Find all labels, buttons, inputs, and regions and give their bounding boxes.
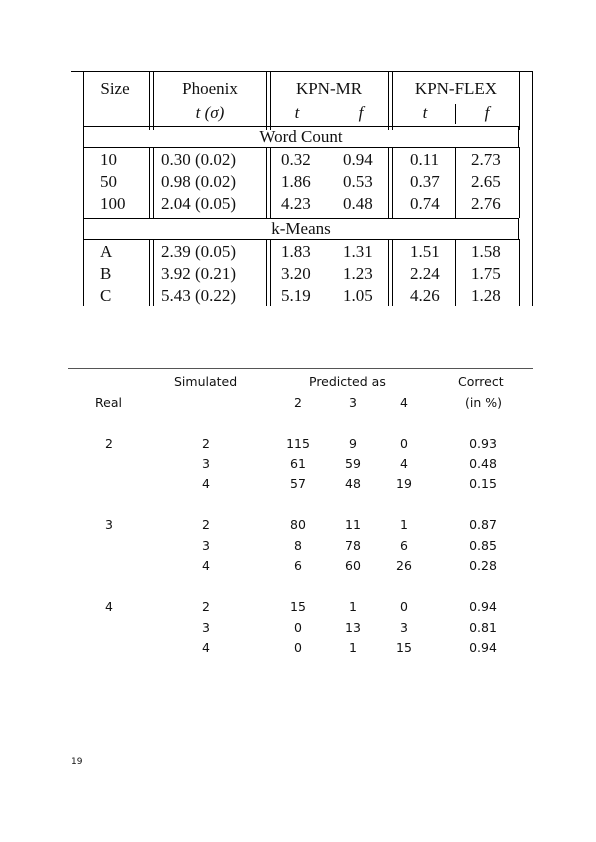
header-kpn-mr-f: f bbox=[358, 103, 364, 122]
sim: 3 bbox=[202, 538, 210, 553]
table-row-size: A bbox=[100, 242, 113, 261]
sim: 2 bbox=[202, 599, 210, 614]
real-label: 2 bbox=[105, 436, 113, 451]
pred-3: 48 bbox=[345, 476, 361, 491]
table-row-mr-t: 1.83 bbox=[281, 242, 311, 261]
sim: 3 bbox=[202, 620, 210, 635]
table-row-mr-f: 0.94 bbox=[343, 150, 373, 169]
header-correct: Correct bbox=[458, 374, 504, 389]
header-real: Real bbox=[95, 395, 122, 410]
table-row-mr-f: 0.53 bbox=[343, 172, 373, 191]
correct: 0.28 bbox=[469, 558, 497, 573]
pred-2: 0 bbox=[294, 640, 302, 655]
pred-2: 57 bbox=[290, 476, 306, 491]
table-row-mr-f: 1.05 bbox=[343, 286, 373, 305]
table-row-flex-t: 4.26 bbox=[410, 286, 440, 305]
table-row-mr-t: 4.23 bbox=[281, 194, 311, 213]
table-row-phoenix: 5.43 (0.22) bbox=[161, 286, 237, 305]
pred-2: 8 bbox=[294, 538, 302, 553]
table-row-flex-t: 0.37 bbox=[410, 172, 440, 191]
pred-3: 9 bbox=[349, 436, 357, 451]
table-row-mr-f: 1.31 bbox=[343, 242, 373, 261]
table-row-phoenix: 0.98 (0.02) bbox=[161, 172, 237, 191]
pred-2: 15 bbox=[290, 599, 306, 614]
sim: 3 bbox=[202, 456, 210, 471]
pred-3: 78 bbox=[345, 538, 361, 553]
correct: 0.85 bbox=[469, 538, 497, 553]
table-row-flex-t: 2.24 bbox=[410, 264, 440, 283]
header-pred-3: 3 bbox=[349, 395, 357, 410]
correct: 0.94 bbox=[469, 640, 497, 655]
correct: 0.93 bbox=[469, 436, 497, 451]
correct: 0.15 bbox=[469, 476, 497, 491]
pred-3: 60 bbox=[345, 558, 361, 573]
header-kpn-flex: KPN-FLEX bbox=[414, 79, 498, 98]
pred-4: 6 bbox=[400, 538, 408, 553]
sim: 2 bbox=[202, 517, 210, 532]
pred-4: 4 bbox=[400, 456, 408, 471]
table-row-flex-f: 2.76 bbox=[471, 194, 501, 213]
pred-4: 3 bbox=[400, 620, 408, 635]
runtime-comparison-table bbox=[71, 71, 533, 306]
real-label: 3 bbox=[105, 517, 113, 532]
header-predicted-as: Predicted as bbox=[309, 374, 386, 389]
table-row-phoenix: 0.30 (0.02) bbox=[161, 150, 237, 169]
header-kpn-flex-f: f bbox=[484, 103, 490, 122]
pred-4: 0 bbox=[400, 436, 408, 451]
header-pred-4: 4 bbox=[400, 395, 408, 410]
sim: 4 bbox=[202, 558, 210, 573]
table-row-size: 100 bbox=[100, 194, 126, 213]
correct: 0.48 bbox=[469, 456, 497, 471]
table-row-mr-t: 0.32 bbox=[281, 150, 311, 169]
correct: 0.94 bbox=[469, 599, 497, 614]
header-kpn-flex-t: t bbox=[422, 103, 428, 122]
table-row-mr-t: 3.20 bbox=[281, 264, 311, 283]
table-row-size: 50 bbox=[100, 172, 117, 191]
pred-3: 59 bbox=[345, 456, 361, 471]
correct: 0.81 bbox=[469, 620, 497, 635]
pred-2: 115 bbox=[286, 436, 310, 451]
sim: 4 bbox=[202, 640, 210, 655]
table-row-flex-t: 1.51 bbox=[410, 242, 440, 261]
table-row-size: B bbox=[100, 264, 112, 283]
section-title-word-count: Word Count bbox=[83, 126, 519, 148]
header-pred-2: 2 bbox=[294, 395, 302, 410]
table-row-flex-f: 1.28 bbox=[471, 286, 501, 305]
table-row-mr-f: 0.48 bbox=[343, 194, 373, 213]
table-row-phoenix: 2.39 (0.05) bbox=[161, 242, 237, 261]
pred-4: 1 bbox=[400, 517, 408, 532]
pred-4: 19 bbox=[396, 476, 412, 491]
header-in-pct: (in %) bbox=[465, 395, 502, 410]
table-row-mr-f: 1.23 bbox=[343, 264, 373, 283]
pred-4: 26 bbox=[396, 558, 412, 573]
pred-4: 0 bbox=[400, 599, 408, 614]
header-phoenix-sub: t (σ) bbox=[195, 103, 225, 122]
pred-2: 61 bbox=[290, 456, 306, 471]
table-row-size: C bbox=[100, 286, 112, 305]
table-row-phoenix: 2.04 (0.05) bbox=[161, 194, 237, 213]
sim: 4 bbox=[202, 476, 210, 491]
real-label: 4 bbox=[105, 599, 113, 614]
pred-2: 80 bbox=[290, 517, 306, 532]
pred-3: 1 bbox=[349, 640, 357, 655]
table-row-mr-t: 1.86 bbox=[281, 172, 311, 191]
header-kpn-mr: KPN-MR bbox=[295, 79, 363, 98]
pred-2: 0 bbox=[294, 620, 302, 635]
table-row-phoenix: 3.92 (0.21) bbox=[161, 264, 237, 283]
header-phoenix: Phoenix bbox=[182, 79, 238, 98]
table-row-flex-t: 0.74 bbox=[410, 194, 440, 213]
table-row-size: 10 bbox=[100, 150, 117, 169]
table-row-flex-f: 1.58 bbox=[471, 242, 501, 261]
table-row-flex-f: 2.73 bbox=[471, 150, 501, 169]
header-kpn-mr-t: t bbox=[294, 103, 300, 122]
pred-3: 11 bbox=[345, 517, 361, 532]
pred-4: 15 bbox=[396, 640, 412, 655]
header-rule bbox=[68, 368, 533, 369]
section-title-k-means: k-Means bbox=[83, 218, 519, 240]
header-size: Size bbox=[100, 79, 130, 98]
header-simulated: Simulated bbox=[174, 374, 238, 389]
table-row-flex-t: 0.11 bbox=[410, 150, 440, 169]
page-number: 19 bbox=[71, 757, 83, 767]
sim: 2 bbox=[202, 436, 210, 451]
pred-3: 13 bbox=[345, 620, 361, 635]
table-row-flex-f: 1.75 bbox=[471, 264, 501, 283]
pred-2: 6 bbox=[294, 558, 302, 573]
table-row-mr-t: 5.19 bbox=[281, 286, 311, 305]
correct: 0.87 bbox=[469, 517, 497, 532]
table-row-flex-f: 2.65 bbox=[471, 172, 501, 191]
confusion-matrix-table bbox=[66, 328, 533, 701]
pred-3: 1 bbox=[349, 599, 357, 614]
